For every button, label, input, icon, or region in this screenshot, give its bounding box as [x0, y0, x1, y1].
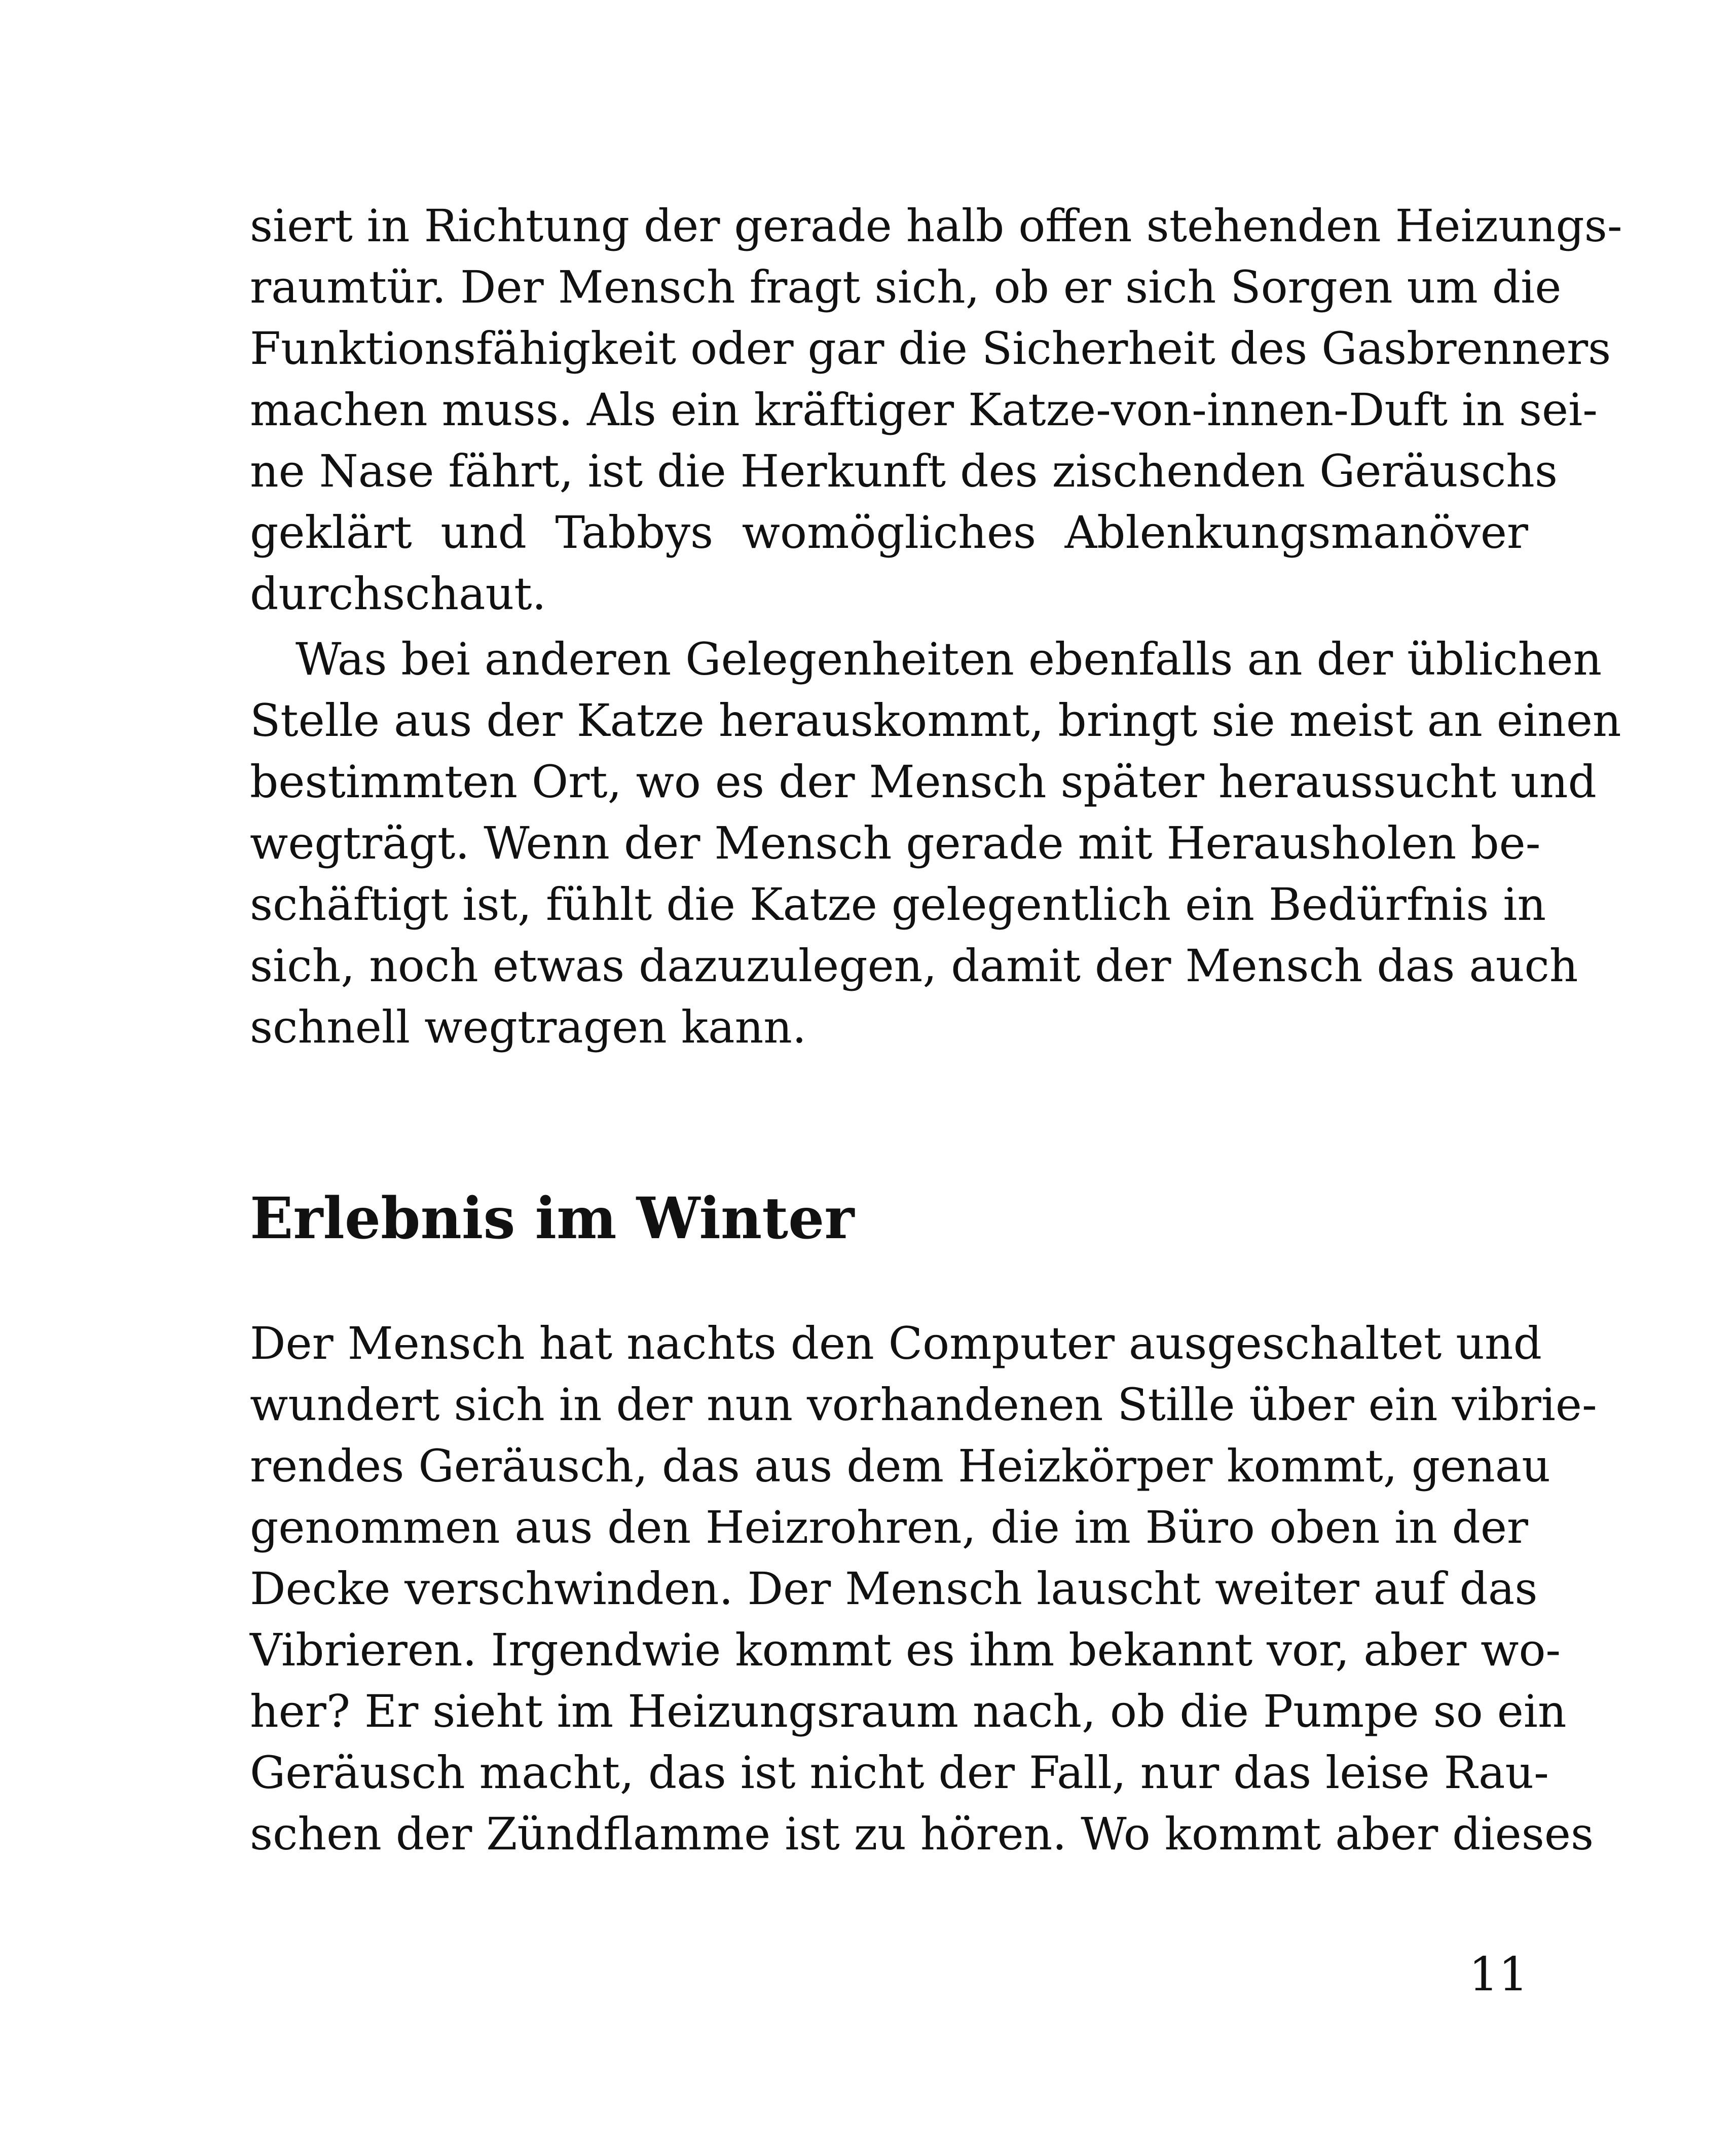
- text-line: genommen aus den Heizrohren, die im Büro oben in der: [250, 1501, 1528, 1553]
- text-line: rendes Geräusch, das aus dem Heizkörper kommt, genau: [250, 1440, 1550, 1492]
- text-line: schen der Zündflamme ist zu hören. Wo kommt aber dieses: [250, 1808, 1594, 1860]
- text-line: durchschaut.: [250, 568, 546, 620]
- text-line: her? Er sieht im Heizungsraum nach, ob die Pumpe so ein: [250, 1685, 1567, 1737]
- text-line: Funktionsfähigkeit oder gar die Sicherheit des Gasbrenners: [250, 322, 1611, 375]
- text-line: Vibrieren. Irgendwie kommt es ihm bekannt vor, aber wo-: [250, 1624, 1561, 1676]
- text-line: bestimmten Ort, wo es der Mensch später heraussucht und: [250, 756, 1597, 808]
- page-number: 11: [1468, 1947, 1528, 2001]
- text-line: geklärt und Tabbys womögliches Ablenkungsmanöver: [250, 506, 1528, 559]
- text-line: siert in Richtung der gerade halb offen stehenden Heizungs-: [250, 200, 1622, 252]
- text-line: Was bei anderen Gelegenheiten ebenfalls an der üblichen: [296, 633, 1602, 685]
- text-line: schnell wegtragen kann.: [250, 1001, 806, 1053]
- text-line: Stelle aus der Katze herauskommt, bringt sie meist an einen: [250, 694, 1621, 747]
- text-line: schäftigt ist, fühlt die Katze gelegentlich ein Bedürfnis in: [250, 878, 1546, 931]
- section-heading: Erlebnis im Winter: [250, 1185, 855, 1252]
- text-line: Decke verschwinden. Der Mensch lauscht weiter auf das: [250, 1563, 1538, 1615]
- text-line: raumtür. Der Mensch fragt sich, ob er sich Sorgen um die: [250, 261, 1562, 313]
- text-line: Geräusch macht, das ist nicht der Fall, nur das leise Rau-: [250, 1747, 1549, 1799]
- text-line: wegträgt. Wenn der Mensch gerade mit Herausholen be-: [250, 817, 1541, 869]
- text-line: wundert sich in der nun vorhandenen Stille über ein vibrie-: [250, 1379, 1597, 1431]
- text-line: ne Nase fährt, ist die Herkunft des zischenden Geräuschs: [250, 445, 1558, 497]
- text-line: machen muss. Als ein kräftiger Katze-von-innen-Duft in sei-: [250, 384, 1598, 436]
- text-line: sich, noch etwas dazuzulegen, damit der Mensch das auch: [250, 940, 1578, 992]
- text-line: Der Mensch hat nachts den Computer ausgeschaltet und: [250, 1317, 1542, 1369]
